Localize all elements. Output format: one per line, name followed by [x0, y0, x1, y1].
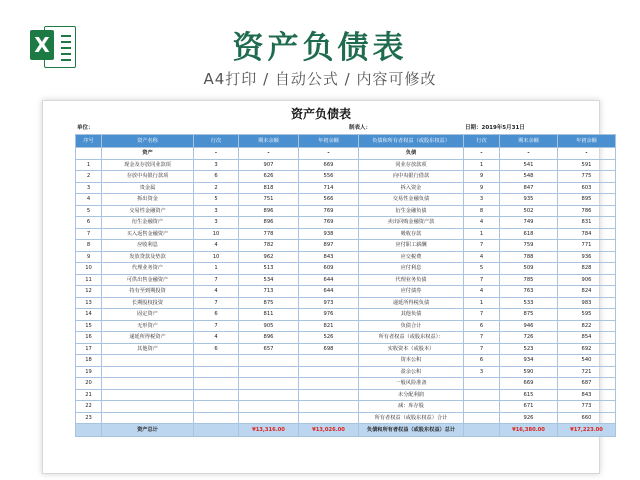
table-cell[interactable]: 10 — [76, 263, 102, 275]
table-cell[interactable]: 784 — [558, 228, 616, 240]
table-cell[interactable]: 698 — [299, 343, 359, 355]
table-cell[interactable]: 590 — [500, 366, 558, 378]
table-cell[interactable]: 811 — [239, 309, 299, 321]
table-cell[interactable]: 7 — [194, 297, 239, 309]
table-cell[interactable]: 615 — [500, 389, 558, 401]
table-cell[interactable]: 一般风险准备 — [359, 378, 464, 390]
table-cell[interactable]: 9 — [76, 251, 102, 263]
balance-sheet-table — [75, 134, 616, 437]
table-row — [76, 205, 616, 217]
table-cell[interactable]: 875 — [500, 309, 558, 321]
table-cell[interactable]: 669 — [500, 378, 558, 390]
table-cell[interactable]: 896 — [239, 217, 299, 229]
table-cell[interactable]: 吸收存款 — [359, 228, 464, 240]
table-cell[interactable] — [102, 378, 194, 390]
table-cell[interactable]: 资产 — [102, 148, 194, 160]
table-cell[interactable]: 12 — [76, 286, 102, 298]
total-cell: ¥17,223.00 — [558, 424, 616, 437]
table-cell[interactable] — [239, 378, 299, 390]
table-cell[interactable]: 788 — [500, 251, 558, 263]
table-cell[interactable]: 所有者权益（或股东权益）： — [359, 332, 464, 344]
table-cell[interactable]: 548 — [500, 171, 558, 183]
table-cell[interactable]: 1 — [464, 159, 500, 171]
table-cell[interactable] — [464, 412, 500, 424]
total-cell: ¥13,026.00 — [299, 424, 359, 437]
table-cell[interactable]: 17 — [76, 343, 102, 355]
table-cell[interactable]: 785 — [500, 274, 558, 286]
table-cell[interactable]: 513 — [239, 263, 299, 275]
table-row — [76, 412, 616, 424]
table-cell[interactable]: 534 — [239, 274, 299, 286]
table-cell[interactable]: 721 — [558, 366, 616, 378]
table-cell[interactable]: 应交税费 — [359, 251, 464, 263]
table-row — [76, 366, 616, 378]
table-cell[interactable]: 936 — [558, 251, 616, 263]
table-cell[interactable]: 13 — [76, 297, 102, 309]
table-cell[interactable]: 10 — [194, 251, 239, 263]
column-header: 序号 — [76, 135, 102, 148]
table-cell[interactable] — [194, 355, 239, 367]
table-cell[interactable]: 644 — [299, 274, 359, 286]
table-row — [76, 228, 616, 240]
table-cell[interactable]: 3 — [464, 194, 500, 206]
table-row — [76, 401, 616, 413]
table-row — [76, 389, 616, 401]
table-cell[interactable]: 906 — [558, 274, 616, 286]
table-row — [76, 320, 616, 332]
table-cell[interactable]: 786 — [558, 205, 616, 217]
table-cell[interactable]: 15 — [76, 320, 102, 332]
table-cell[interactable]: - — [194, 148, 239, 160]
table-cell[interactable]: 21 — [76, 389, 102, 401]
table-cell[interactable]: 负债 — [359, 148, 464, 160]
table-cell[interactable]: 657 — [239, 343, 299, 355]
table-cell[interactable] — [299, 389, 359, 401]
total-cell: 资产总计 — [102, 424, 194, 437]
table-cell[interactable]: 盈余公积 — [359, 366, 464, 378]
date-label: 日期：2019年5月31日 — [465, 125, 525, 131]
table-cell[interactable]: 749 — [500, 217, 558, 229]
table-cell[interactable]: 526 — [299, 332, 359, 344]
table-cell[interactable]: 828 — [558, 263, 616, 275]
table-cell[interactable] — [194, 401, 239, 413]
table-cell[interactable]: 7 — [194, 274, 239, 286]
table-cell[interactable]: 19 — [76, 366, 102, 378]
table-cell[interactable]: 946 — [500, 320, 558, 332]
table-cell[interactable]: 递延所得税负债 — [359, 297, 464, 309]
table-cell[interactable]: 566 — [299, 194, 359, 206]
table-cell[interactable]: 1 — [76, 159, 102, 171]
table-cell[interactable]: 14 — [76, 309, 102, 321]
table-cell[interactable]: 拆入资金 — [359, 182, 464, 194]
table-cell[interactable]: 1 — [464, 297, 500, 309]
table-cell[interactable]: 934 — [500, 355, 558, 367]
table-cell[interactable]: 同业存放款项 — [359, 159, 464, 171]
table-cell[interactable]: 3 — [194, 205, 239, 217]
table-cell[interactable]: 11 — [76, 274, 102, 286]
table-cell[interactable]: 应付债券 — [359, 286, 464, 298]
table-cell[interactable]: 763 — [500, 286, 558, 298]
table-cell[interactable]: 769 — [299, 217, 359, 229]
table-cell[interactable]: 5 — [76, 205, 102, 217]
table-cell[interactable]: 卖出回购金融资产款 — [359, 217, 464, 229]
table-cell[interactable] — [194, 412, 239, 424]
table-cell[interactable] — [299, 355, 359, 367]
table-cell[interactable]: 821 — [299, 320, 359, 332]
table-cell[interactable]: - — [464, 148, 500, 160]
table-cell[interactable]: 824 — [558, 286, 616, 298]
table-cell[interactable]: 778 — [239, 228, 299, 240]
table-cell[interactable]: 644 — [299, 286, 359, 298]
table-row — [76, 343, 616, 355]
preparer-label: 制表人： — [349, 125, 372, 131]
table-cell[interactable] — [299, 378, 359, 390]
table-row — [76, 171, 616, 183]
table-cell[interactable] — [464, 378, 500, 390]
table-row — [76, 274, 616, 286]
table-cell[interactable]: 502 — [500, 205, 558, 217]
table-cell[interactable]: 实收资本（或股本） — [359, 343, 464, 355]
table-cell[interactable]: 3 — [464, 366, 500, 378]
table-cell[interactable]: 4 — [464, 217, 500, 229]
table-cell[interactable]: 938 — [299, 228, 359, 240]
table-cell[interactable]: 726 — [500, 332, 558, 344]
table-cell[interactable]: 556 — [299, 171, 359, 183]
table-row — [76, 332, 616, 344]
table-cell[interactable]: 4 — [194, 286, 239, 298]
table-cell[interactable]: 973 — [299, 297, 359, 309]
banner — [0, 0, 640, 98]
table-cell[interactable]: 7 — [464, 240, 500, 252]
table-cell[interactable]: 向中央银行借款 — [359, 171, 464, 183]
table-cell[interactable] — [239, 389, 299, 401]
table-cell[interactable] — [239, 412, 299, 424]
table-cell[interactable]: 626 — [239, 171, 299, 183]
table-row — [76, 297, 616, 309]
table-row — [76, 194, 616, 206]
table-row — [76, 263, 616, 275]
table-cell[interactable]: 609 — [299, 263, 359, 275]
table-cell[interactable]: 代理业务资产 — [102, 263, 194, 275]
table-cell[interactable] — [239, 401, 299, 413]
table-cell[interactable] — [239, 366, 299, 378]
table-cell[interactable]: 5 — [194, 194, 239, 206]
table-cell[interactable] — [194, 378, 239, 390]
table-cell[interactable]: 8 — [464, 205, 500, 217]
table-cell[interactable]: 长期股权投资 — [102, 297, 194, 309]
table-header-row — [76, 135, 616, 148]
table-cell[interactable]: 持有至到期投资 — [102, 286, 194, 298]
table-cell[interactable]: 895 — [558, 194, 616, 206]
table-cell[interactable]: 775 — [558, 171, 616, 183]
table-cell[interactable]: 6 — [194, 309, 239, 321]
table-cell[interactable]: 买入返售金融资产 — [102, 228, 194, 240]
table-cell[interactable]: 935 — [500, 194, 558, 206]
table-cell[interactable] — [299, 412, 359, 424]
table-cell[interactable]: 771 — [558, 240, 616, 252]
total-cell — [76, 424, 102, 437]
table-cell[interactable]: 983 — [558, 297, 616, 309]
table-cell[interactable]: 23 — [76, 412, 102, 424]
unit-label: 单位： — [77, 125, 94, 131]
banner-subtitle: A4打印 / 自动公式 / 内容可修改 — [203, 70, 437, 88]
table-cell[interactable] — [464, 389, 500, 401]
total-cell — [464, 424, 500, 437]
table-cell[interactable]: 843 — [558, 389, 616, 401]
table-cell[interactable]: 713 — [239, 286, 299, 298]
table-cell[interactable]: 10 — [194, 228, 239, 240]
table-row — [76, 182, 616, 194]
table-cell[interactable]: 773 — [558, 401, 616, 413]
spreadsheet-preview — [42, 100, 603, 474]
table-cell[interactable]: 603 — [558, 182, 616, 194]
table-cell[interactable]: 应收利息 — [102, 240, 194, 252]
table-cell[interactable]: 7 — [76, 228, 102, 240]
table-cell[interactable] — [194, 389, 239, 401]
table-row — [76, 378, 616, 390]
table-cell[interactable]: 896 — [239, 332, 299, 344]
table-cell[interactable] — [102, 401, 194, 413]
table-cell[interactable]: 22 — [76, 401, 102, 413]
table-cell[interactable]: 6 — [194, 343, 239, 355]
table-cell[interactable]: 负债合计 — [359, 320, 464, 332]
table-cell[interactable]: 9 — [464, 182, 500, 194]
table-cell[interactable]: 递延所得税资产 — [102, 332, 194, 344]
table-cell[interactable]: 926 — [500, 412, 558, 424]
table-cell[interactable] — [299, 366, 359, 378]
column-header: 期末余额 — [500, 135, 558, 148]
table-cell[interactable]: 660 — [558, 412, 616, 424]
table-cell[interactable]: 897 — [299, 240, 359, 252]
table-cell[interactable]: 20 — [76, 378, 102, 390]
table-cell[interactable]: 669 — [299, 159, 359, 171]
table-cell[interactable]: 无形资产 — [102, 320, 194, 332]
table-row — [76, 159, 616, 171]
table-cell[interactable]: - — [299, 148, 359, 160]
excel-letter: X — [30, 30, 54, 60]
table-cell[interactable]: 4 — [194, 332, 239, 344]
table-cell[interactable]: 854 — [558, 332, 616, 344]
table-cell[interactable]: 847 — [500, 182, 558, 194]
table-cell[interactable]: 962 — [239, 251, 299, 263]
column-header: 负债和所有者权益（或股东权益） — [359, 135, 464, 148]
table-cell[interactable]: 7 — [464, 309, 500, 321]
table-cell[interactable]: 8 — [76, 240, 102, 252]
table-cell[interactable]: 其他资产 — [102, 343, 194, 355]
table-cell[interactable]: 7 — [464, 343, 500, 355]
table-cell[interactable]: 7 — [464, 274, 500, 286]
table-cell[interactable] — [102, 355, 194, 367]
table-cell[interactable]: 896 — [239, 205, 299, 217]
table-cell[interactable]: 应付利息 — [359, 263, 464, 275]
table-cell[interactable]: 692 — [558, 343, 616, 355]
table-cell[interactable]: 16 — [76, 332, 102, 344]
table-cell[interactable]: 769 — [299, 205, 359, 217]
table-cell[interactable]: 交易性金融资产 — [102, 205, 194, 217]
table-cell[interactable]: - — [558, 148, 616, 160]
total-cell: 负债和所有者权益（或股东权益）总计 — [359, 424, 464, 437]
table-body — [76, 148, 616, 424]
table-cell[interactable]: 541 — [500, 159, 558, 171]
table-row — [76, 240, 616, 252]
table-cell[interactable]: 18 — [76, 355, 102, 367]
table-cell[interactable]: 523 — [500, 343, 558, 355]
table-cell[interactable]: 976 — [299, 309, 359, 321]
table-cell[interactable]: 所有者权益（或股东权益）合计 — [359, 412, 464, 424]
table-cell[interactable]: 751 — [239, 194, 299, 206]
table-cell[interactable]: 5 — [464, 263, 500, 275]
table-cell[interactable]: 6 — [76, 217, 102, 229]
table-cell[interactable]: 4 — [194, 240, 239, 252]
table-cell[interactable]: 759 — [500, 240, 558, 252]
table-cell[interactable]: 6 — [464, 320, 500, 332]
table-cell[interactable]: 714 — [299, 182, 359, 194]
table-cell[interactable]: 存放中央银行款项 — [102, 171, 194, 183]
table-cell[interactable]: 9 — [464, 171, 500, 183]
table-cell[interactable]: 818 — [239, 182, 299, 194]
table-cell[interactable] — [194, 366, 239, 378]
table-cell[interactable]: 6 — [194, 171, 239, 183]
table-cell[interactable]: 代理业务负债 — [359, 274, 464, 286]
table-cell[interactable]: 3 — [194, 217, 239, 229]
table-cell[interactable]: 7 — [464, 332, 500, 344]
table-cell[interactable]: 3 — [76, 182, 102, 194]
table-cell[interactable]: 4 — [464, 251, 500, 263]
table-cell[interactable]: 可供出售金融资产 — [102, 274, 194, 286]
table-cell[interactable]: 减：库存股 — [359, 401, 464, 413]
table-cell[interactable]: 1 — [194, 263, 239, 275]
table-cell[interactable]: 875 — [239, 297, 299, 309]
table-cell[interactable]: 509 — [500, 263, 558, 275]
column-header: 年初余额 — [558, 135, 616, 148]
table-cell[interactable]: 671 — [500, 401, 558, 413]
table-cell[interactable]: 905 — [239, 320, 299, 332]
table-cell[interactable]: 未分配利润 — [359, 389, 464, 401]
table-cell[interactable] — [102, 389, 194, 401]
banner-title: 资产负债表 — [232, 30, 408, 66]
table-cell[interactable]: 2 — [194, 182, 239, 194]
table-cell[interactable]: - — [500, 148, 558, 160]
table-row — [76, 148, 616, 160]
table-row — [76, 309, 616, 321]
table-cell[interactable]: 发放贷款及垫款 — [102, 251, 194, 263]
table-cell[interactable]: 3 — [194, 159, 239, 171]
table-cell[interactable]: 现金及存放同业款项 — [102, 159, 194, 171]
table-cell[interactable]: 衍生金融负债 — [359, 205, 464, 217]
table-cell[interactable]: 907 — [239, 159, 299, 171]
table-cell[interactable]: 540 — [558, 355, 616, 367]
table-row — [76, 217, 616, 229]
table-cell[interactable]: 595 — [558, 309, 616, 321]
table-cell[interactable]: 822 — [558, 320, 616, 332]
table-cell[interactable]: 拆出资金 — [102, 194, 194, 206]
total-cell: ¥13,316.00 — [239, 424, 299, 437]
table-cell[interactable]: 资本公积 — [359, 355, 464, 367]
table-cell[interactable] — [464, 401, 500, 413]
table-row — [76, 251, 616, 263]
column-header: 资产名称 — [102, 135, 194, 148]
table-cell[interactable]: 782 — [239, 240, 299, 252]
table-cell[interactable]: 4 — [464, 286, 500, 298]
table-cell[interactable]: 7 — [194, 320, 239, 332]
table-cell[interactable]: 618 — [500, 228, 558, 240]
table-cell[interactable]: - — [239, 148, 299, 160]
table-cell[interactable]: 591 — [558, 159, 616, 171]
table-cell[interactable]: 2 — [76, 171, 102, 183]
table-row — [76, 286, 616, 298]
table-cell[interactable]: 831 — [558, 217, 616, 229]
table-cell[interactable]: 687 — [558, 378, 616, 390]
table-cell[interactable]: 贵金属 — [102, 182, 194, 194]
table-cell[interactable]: 其他负债 — [359, 309, 464, 321]
column-header: 年初余额 — [299, 135, 359, 148]
table-row — [76, 355, 616, 367]
column-header: 行次 — [464, 135, 500, 148]
table-cell[interactable]: 533 — [500, 297, 558, 309]
table-cell[interactable]: 交易性金融负债 — [359, 194, 464, 206]
table-cell[interactable]: 应付职工薪酬 — [359, 240, 464, 252]
table-total-row — [76, 424, 616, 437]
sheet-title: 资产负债表 — [290, 107, 351, 121]
table-cell[interactable] — [102, 412, 194, 424]
table-cell[interactable]: 6 — [464, 355, 500, 367]
table-cell[interactable]: 843 — [299, 251, 359, 263]
table-cell[interactable] — [76, 148, 102, 160]
table-cell[interactable] — [239, 355, 299, 367]
table-cell[interactable]: 衍生金融资产 — [102, 217, 194, 229]
column-header: 行次 — [194, 135, 239, 148]
table-cell[interactable]: 4 — [76, 194, 102, 206]
column-header: 期末余额 — [239, 135, 299, 148]
table-cell[interactable]: 1 — [464, 228, 500, 240]
table-cell[interactable] — [299, 401, 359, 413]
total-cell: ¥16,380.00 — [500, 424, 558, 437]
total-cell — [194, 424, 239, 437]
table-cell[interactable] — [102, 366, 194, 378]
table-cell[interactable]: 固定资产 — [102, 309, 194, 321]
